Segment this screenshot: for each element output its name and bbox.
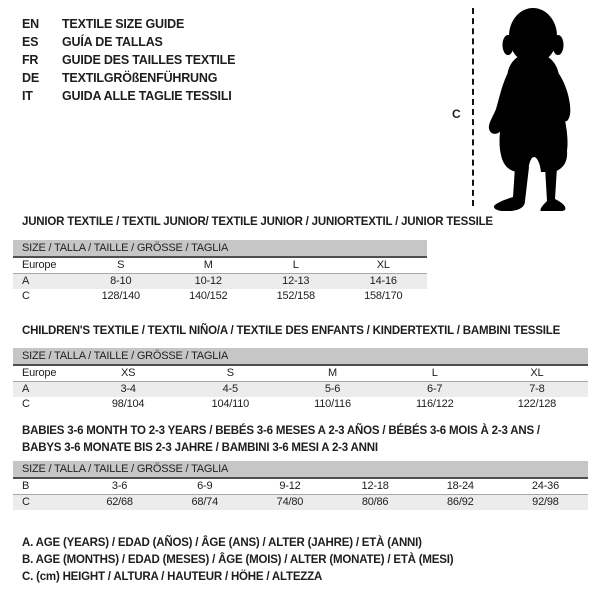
- language-code: DE: [22, 71, 39, 85]
- guide-title: GUIDA ALLE TAGLIE TESSILI: [62, 89, 232, 103]
- size-value: 74/80: [276, 496, 304, 508]
- size-value: 6-7: [427, 383, 443, 395]
- language-code: FR: [22, 53, 39, 67]
- children-table-title: [22, 323, 560, 340]
- table-row: [13, 397, 588, 412]
- language-row: [22, 87, 235, 105]
- height-measure-dashed-line: [472, 8, 474, 206]
- size-value: 12-18: [361, 480, 389, 492]
- table-title-line: BABYS 3-6 MONATE BIS 2-3 JAHRE / BAMBINI 3-6 MESI A 2-3 ANNI: [22, 441, 378, 454]
- junior-table-title: [22, 214, 493, 231]
- table-title-line: CHILDREN'S TEXTILE / TEXTIL NIÑO/A / TEXTILE DES ENFANTS / KINDERTEXTIL / BAMBINI TESSILE: [22, 325, 561, 337]
- junior-size-table: [13, 240, 427, 304]
- row-label: C: [22, 398, 30, 410]
- guide-title: GUIDE DES TAILLES TEXTILE: [62, 53, 236, 67]
- language-row: [22, 33, 235, 51]
- babies-size-table: [13, 461, 588, 510]
- size-value: 24-36: [531, 480, 560, 492]
- size-value: S: [117, 259, 125, 271]
- row-label: Europe: [22, 259, 57, 271]
- language-code: IT: [22, 89, 33, 103]
- size-value: M: [328, 367, 337, 379]
- table-title-line: BABIES 3-6 MONTH TO 2-3 YEARS / BEBÉS 3-6 MESES A 2-3 AÑOS / BÉBÉS 3-6 MOIS À 2-3 ANS /: [22, 425, 540, 437]
- size-value: 158/170: [364, 290, 403, 302]
- language-row: [22, 69, 235, 87]
- table-row: [13, 258, 427, 274]
- size-value: 92/98: [532, 496, 559, 508]
- row-label: Europe: [22, 367, 57, 379]
- babies-table-title: [22, 423, 587, 456]
- table-row: [13, 366, 588, 382]
- measurement-legend: [22, 535, 453, 586]
- size-header-bar: SIZE / TALLA / TAILLE / GRÖSSE / TAGLIA: [13, 240, 427, 258]
- language-code: ES: [22, 35, 39, 49]
- table-row: [13, 495, 588, 510]
- language-row: [22, 15, 235, 33]
- size-value: 140/152: [189, 290, 228, 302]
- toddler-silhouette-image: [483, 5, 579, 211]
- row-label: B: [22, 480, 30, 492]
- size-value: 80/86: [361, 496, 389, 508]
- size-value: 3-4: [120, 383, 136, 395]
- legend-line: A. AGE (YEARS) / EDAD (AÑOS) / ÂGE (ANS) / ALTER (JAHRE) / ETÀ (ANNI): [22, 537, 422, 549]
- size-header-bar: SIZE / TALLA / TAILLE / GRÖSSE / TAGLIA: [13, 348, 588, 366]
- size-value: 18-24: [446, 480, 474, 492]
- size-value: 3-6: [111, 480, 128, 492]
- size-value: 62/68: [106, 496, 133, 508]
- table-title-line: JUNIOR TEXTILE / TEXTIL JUNIOR/ TEXTILE JUNIOR / JUNIORTEXTIL / JUNIOR TESSILE: [22, 216, 493, 228]
- size-value: 122/128: [517, 398, 557, 410]
- size-value: 6-9: [197, 480, 213, 492]
- row-label: C: [22, 290, 30, 302]
- row-label: A: [22, 275, 30, 287]
- size-value: 9-12: [279, 480, 301, 492]
- language-code: EN: [22, 17, 39, 31]
- language-list: [22, 15, 235, 105]
- size-value: 128/140: [101, 290, 140, 302]
- height-measure-label: C: [452, 107, 461, 121]
- size-value: 5-6: [324, 383, 341, 395]
- size-value: 110/116: [314, 398, 351, 410]
- size-value: XL: [530, 367, 544, 379]
- table-row: [13, 382, 588, 397]
- size-value: XL: [376, 259, 390, 271]
- size-value: 12-13: [282, 275, 310, 287]
- size-value: 8-10: [110, 275, 132, 287]
- size-value: XS: [120, 367, 136, 379]
- size-value: L: [292, 259, 299, 271]
- size-header-bar: SIZE / TALLA / TAILLE / GRÖSSE / TAGLIA: [13, 461, 588, 479]
- table-row: [13, 289, 427, 304]
- children-size-table: [13, 348, 588, 412]
- row-label: A: [22, 383, 30, 395]
- table-row: [13, 479, 588, 495]
- legend-line: B. AGE (MONTHS) / EDAD (MESES) / ÂGE (MOIS) / ALTER (MONATE) / ETÀ (MESI): [22, 554, 454, 566]
- size-value: 68/74: [191, 496, 219, 508]
- size-value: L: [431, 367, 438, 379]
- size-value: M: [203, 259, 213, 271]
- size-value: 14-16: [369, 275, 397, 287]
- table-row: [13, 274, 427, 289]
- size-value: 7-8: [529, 383, 545, 395]
- size-value: 116/122: [415, 398, 454, 410]
- size-value: 4-5: [222, 383, 238, 395]
- size-value: 152/158: [276, 290, 315, 302]
- language-row: [22, 51, 235, 69]
- guide-title: TEXTILGRÖßENFÜHRUNG: [62, 71, 218, 85]
- size-value: 98/104: [111, 398, 145, 410]
- row-label: C: [22, 496, 30, 508]
- size-value: S: [226, 367, 234, 379]
- size-value: 86/92: [447, 496, 474, 508]
- size-value: 104/110: [211, 398, 250, 410]
- guide-title: TEXTILE SIZE GUIDE: [62, 17, 185, 31]
- guide-title: GUÍA DE TALLAS: [62, 35, 163, 49]
- size-value: 10-12: [194, 275, 222, 287]
- legend-line: C. (cm) HEIGHT / ALTURA / HAUTEUR / HÖHE / ALTEZZA: [22, 571, 323, 583]
